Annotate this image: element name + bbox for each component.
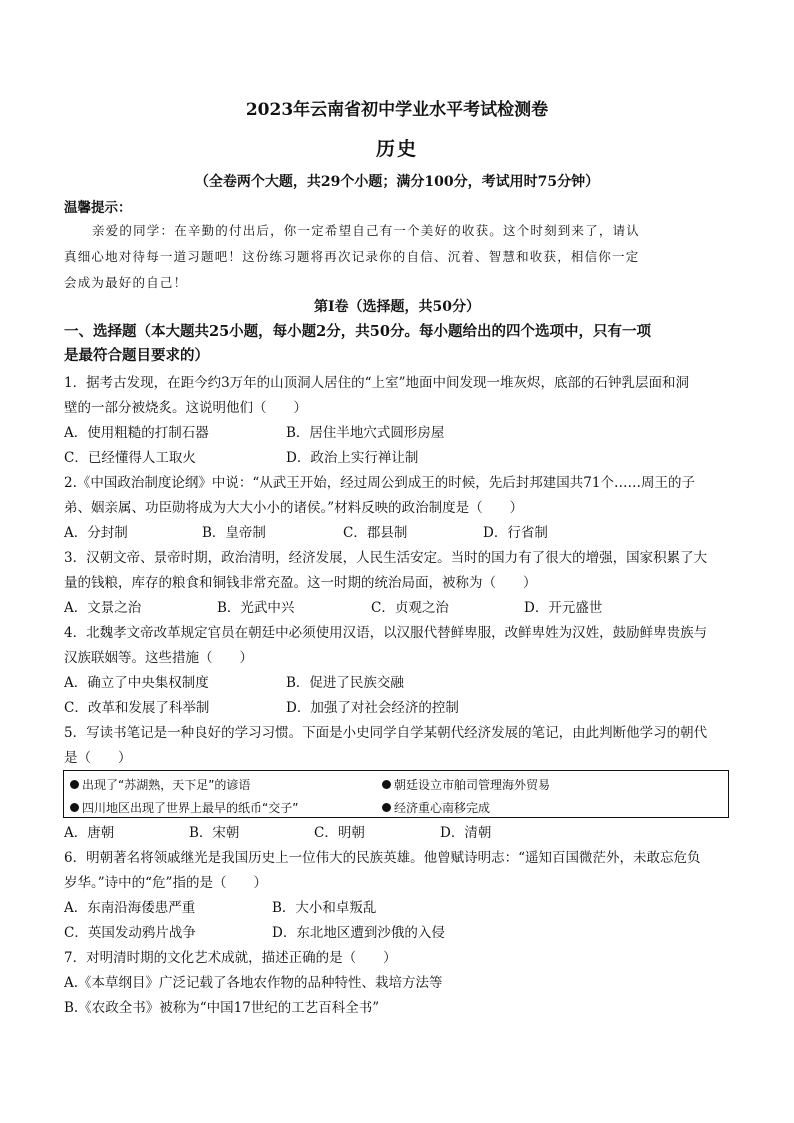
question-text: 4．北魏孝文帝改革规定官员在朝廷中必须使用汉语，以汉服代替鲜卑服，改鲜卑姓为汉姓，鼓励鲜卑贵族与 [64,625,708,641]
question-text: 5．写读书笔记是一种良好的学习习惯。下面是小史同学自学某朝代经济发展的笔记，由此判断他学习的朝代 [64,725,708,741]
question-text: 岁华。”诗中的“危”指的是（ ） [64,875,267,891]
bullet-icon [70,803,79,812]
option-b: B．大小和卓叛乱 [272,900,377,916]
note-item: 朝廷设立市舶司管理海外贸易 [382,776,550,793]
tips-line: 会成为最好的自己！ [64,275,188,290]
option-d: D．开元盛世 [524,600,603,616]
option-b: B．皇帝制 [202,525,266,541]
section-instructions: 是最符合题目要求的） [64,347,209,364]
note-item: 四川地区出现了世界上最早的纸币“交子” [70,799,298,816]
option-c: C．英国发动鸦片战争 [64,925,196,941]
question-text: 量的钱粮，库存的粮食和铜钱非常充盈。这一时期的统治局面，被称为（ ） [64,575,537,591]
option-d: D．政治上实行禅让制 [286,450,419,466]
question-text: 弟、姻亲属、功臣勋将成为大大小小的诸侯。”材料反映的政治制度是（ ） [64,500,524,516]
option-b: B．居住半地穴式圆形房屋 [286,425,445,441]
question-text: 3．汉朝文帝、景帝时期，政治清明，经济发展，人民生活安定。当时的国力有了很大的增强，国家积累了大 [64,550,708,566]
option-b: B．促进了民族交融 [286,675,404,691]
exam-title: 2023年云南省初中学业水平考试检测卷 [245,100,549,120]
question-text: 是（ ） [64,750,132,766]
option-a: A.《本草纲目》广泛记载了各地农作物的品种特性、栽培方法等 [64,975,443,991]
option-a: A．东南沿海倭患严重 [64,900,196,916]
option-b: B.《农政全书》被称为“中国17世纪的工艺百科全书” [64,1000,380,1016]
option-a: A．分封制 [64,525,128,541]
subject-title: 历史 [375,138,418,160]
option-c: C．明朝 [314,825,365,841]
note-item: 出现了“苏湖熟，天下足”的谚语 [70,776,250,793]
tips-heading: 温馨提示： [64,200,132,216]
tips-line: 真细心地对待每一道习题吧！这份练习题将再次记录你的自信、沉着、智慧和收获，相信你一定 [64,249,640,264]
bullet-icon [70,780,79,789]
study-notes-box [63,770,729,818]
section-title: 第Ⅰ卷（选择题，共50分） [313,299,481,315]
option-d: D．行省制 [483,525,548,541]
note-item: 经济重心南移完成 [382,799,490,816]
question-text: 汉族联姻等。这些措施（ ） [64,650,253,666]
option-c: C．已经懂得人工取火 [64,450,196,466]
tips-line: 亲爱的同学：在辛勤的付出后，你一定希望自己有一个美好的收获。这个时刻到来了，请认 [92,223,641,238]
option-d: D．东北地区遭到沙俄的入侵 [272,925,445,941]
option-d: D．加强了对社会经济的控制 [286,700,459,716]
question-text: 6．明朝著名将领戚继光是我国历史上一位伟大的民族英雄。他曾赋诗明志：“遥知百国微茫外，未敢忘危负 [64,850,701,866]
option-b: B．宋朝 [189,825,240,841]
exam-info: （全卷两个大题，共29个小题；满分100分，考试用时75分钟） [194,174,600,190]
option-a: A．使用粗糙的打制石器 [64,425,209,441]
option-c: C．改革和发展了科举制 [64,700,210,716]
section-instructions: 一、选择题（本大题共25小题，每小题2分，共50分。每小题给出的四个选项中，只有一项 [64,323,651,340]
option-b: B．光武中兴 [217,600,295,616]
option-a: A．文景之治 [64,600,142,616]
option-c: C．贞观之治 [371,600,449,616]
option-d: D．清朝 [440,825,492,841]
option-a: A．确立了中央集权制度 [64,675,209,691]
option-c: C．郡县制 [343,525,408,541]
question-text: 1．据考古发现，在距今约3万年的山顶洞人居住的“上室”地面中间发现一堆灰烬，底部的石钟乳层面和洞 [64,375,689,391]
question-text: 2.《中国政治制度论纲》中说：“从武王开始，经过周公到成王的时候，先后封邦建国共71个……周王的子 [64,475,695,491]
question-text: 7．对明清时期的文化艺术成就，描述正确的是（ ） [64,950,397,966]
bullet-icon [382,780,391,789]
question-text: 壁的一部分被烧炙。这说明他们（ ） [64,400,307,416]
option-a: A．唐朝 [64,825,115,841]
bullet-icon [382,803,391,812]
